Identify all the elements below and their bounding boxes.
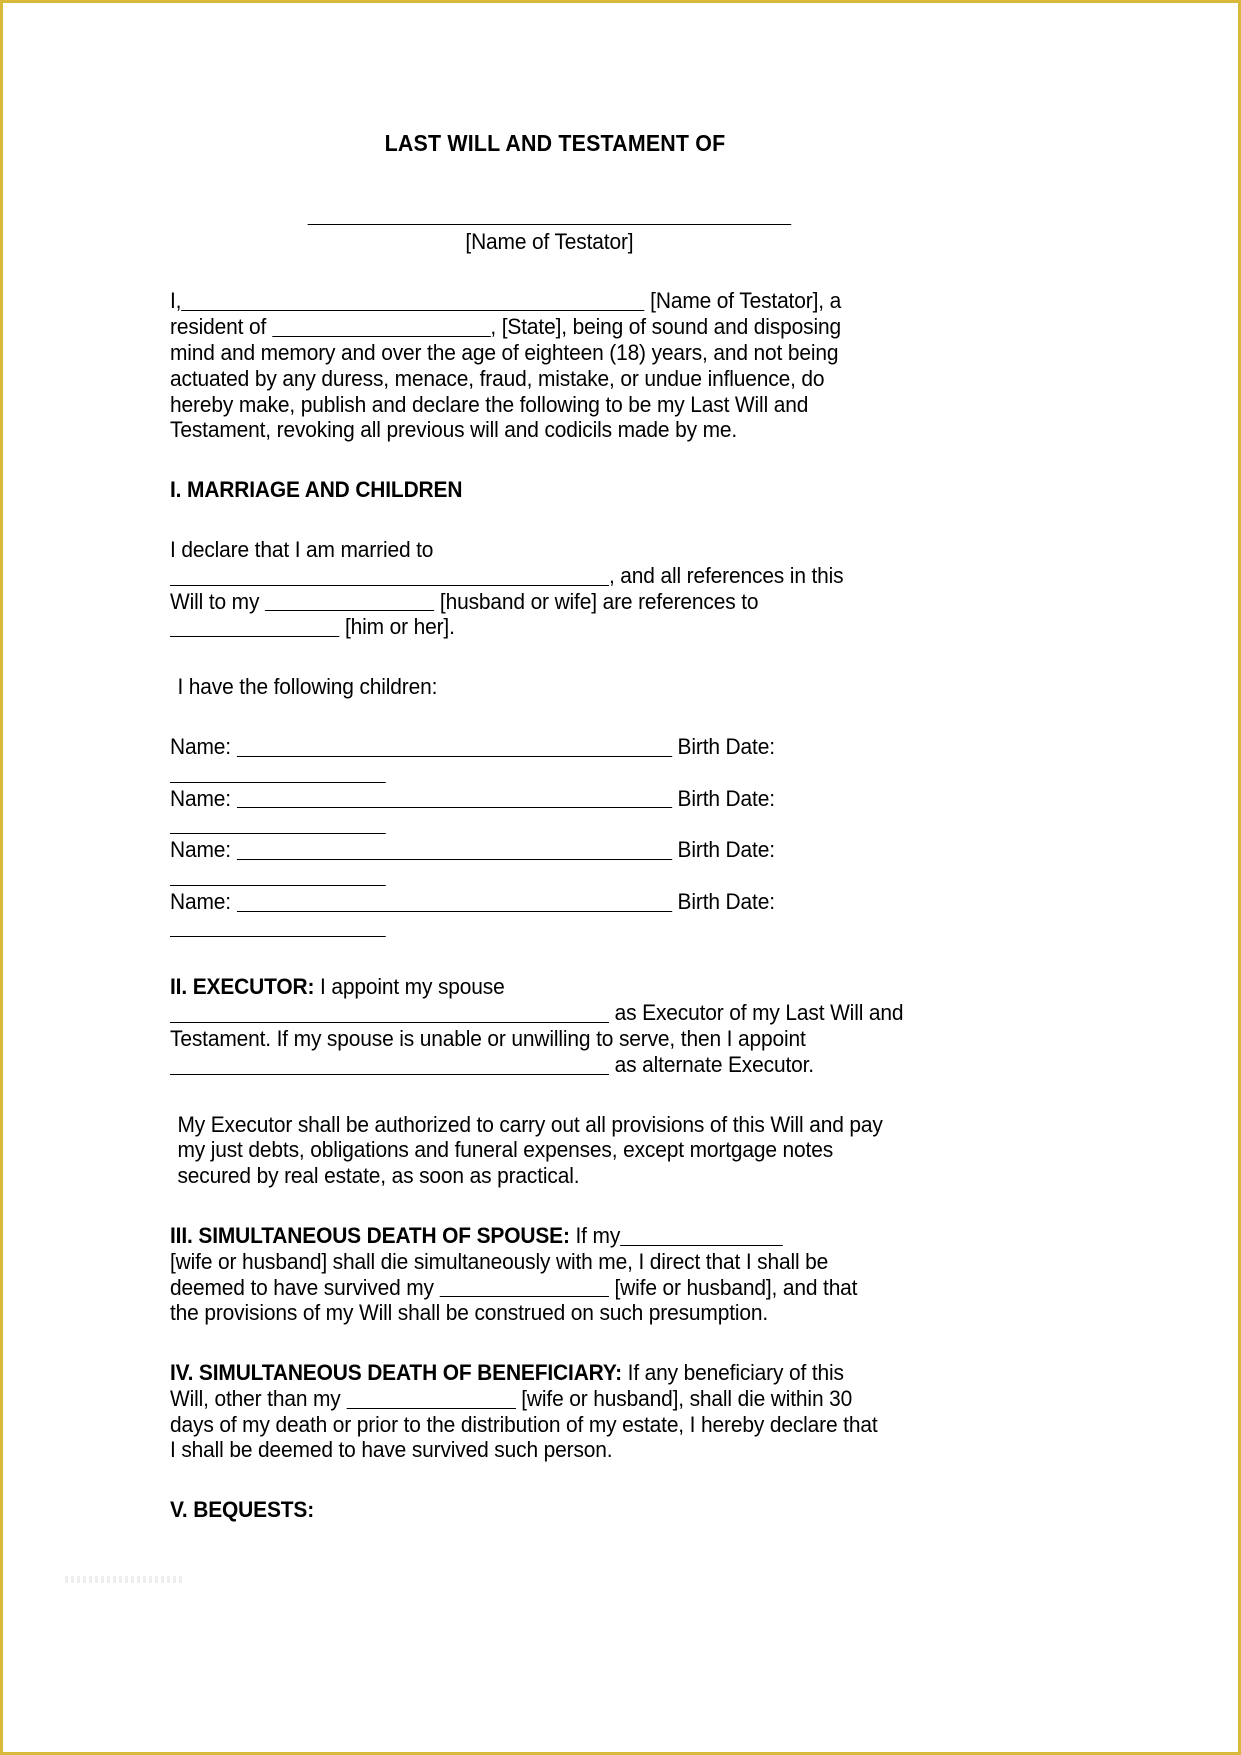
child-name-blank[interactable] <box>237 859 672 860</box>
executor-powers-line1: My Executor shall be authorized to carry out all provisions of this Will and pay <box>177 1111 883 1137</box>
child-name-label: Name: <box>170 837 231 863</box>
spacer <box>170 1463 923 1497</box>
executor-line2-suffix: as Executor of my Last Will and <box>614 1000 904 1026</box>
section-heading-bequests: V. BEQUESTS <box>170 1497 308 1523</box>
spacer <box>170 1078 923 1112</box>
executor-line3: Testament. If my spouse is unable or unwilling to serve, then I appoint <box>170 1025 806 1051</box>
spacer <box>170 1189 923 1223</box>
testator-name-blank[interactable] <box>308 224 792 225</box>
spouse-death-relation-blank[interactable] <box>620 1245 783 1246</box>
child-birth-label: Birth Date: <box>677 837 775 863</box>
beneficiary-death-line3: days of my death or prior to the distribution of my estate, I hereby declare that <box>170 1411 878 1437</box>
spacer <box>170 157 923 199</box>
executor-name-blank[interactable] <box>170 1022 609 1023</box>
executor-heading-separator: : <box>307 974 315 1000</box>
preamble-line2-suffix: , [State], being of sound and disposing <box>490 314 841 340</box>
executor-powers-line2: my just debts, obligations and funeral expenses, except mortgage notes <box>177 1137 834 1163</box>
section-heading-simultaneous-death-spouse: III. SIMULTANEOUS DEATH OF SPOUSE <box>170 1222 563 1248</box>
preamble-line3: mind and memory and over the age of eighteen (18) years, and not being <box>170 339 839 365</box>
child-birth-label: Birth Date: <box>677 733 775 759</box>
beneficiary-death-line2-prefix: Will, other than my <box>170 1385 341 1411</box>
executor-intro: I appoint my spouse <box>319 974 505 1000</box>
child-row <box>170 734 923 786</box>
child-row <box>170 786 923 838</box>
him-or-her-blank[interactable] <box>170 636 339 637</box>
section-heading-simultaneous-death-beneficiary: IV. SIMULTANEOUS DEATH OF BENEFICIARY <box>170 1360 616 1386</box>
spouse-death-line3-prefix: deemed to have survived my <box>170 1274 434 1300</box>
spouse-death-survived-blank[interactable] <box>440 1296 609 1297</box>
spouse-death-intro: If my <box>575 1222 621 1248</box>
spacer <box>170 1326 923 1360</box>
section-simultaneous-death-beneficiary <box>170 1360 923 1463</box>
child-name-blank[interactable] <box>237 807 672 808</box>
testator-name-caption: [Name of Testator] <box>465 228 634 254</box>
residence-blank[interactable] <box>272 336 491 337</box>
child-name-blank[interactable] <box>237 911 672 912</box>
marriage-declare-line: I declare that I am married to <box>170 536 434 562</box>
preamble-line5: hereby make, publish and declare the following to be my Last Will and <box>170 391 809 417</box>
marriage-declaration <box>170 537 923 640</box>
child-birth-label: Birth Date: <box>677 888 775 914</box>
executor-powers-paragraph <box>170 1112 923 1189</box>
child-row <box>170 889 923 941</box>
spacer <box>170 503 923 537</box>
spacer <box>170 443 923 477</box>
section-simultaneous-death-spouse <box>170 1223 923 1326</box>
child-birth-label: Birth Date: <box>677 785 775 811</box>
bequests-heading-separator: : <box>307 1497 315 1523</box>
executor-line4-suffix: as alternate Executor. <box>614 1051 814 1077</box>
spouse-death-line3-suffix: [wife or husband], and that <box>614 1274 858 1300</box>
spouse-death-line4: the provisions of my Will shall be construed on such presumption. <box>170 1300 769 1326</box>
section-heading-executor: II. EXECUTOR <box>170 974 308 1000</box>
beneficiary-death-line2-suffix: [wife or husband], shall die within 30 <box>521 1385 853 1411</box>
child-birth-blank[interactable] <box>170 885 386 886</box>
child-birth-blank[interactable] <box>170 936 386 937</box>
preamble-line1-prefix: I, <box>170 288 182 314</box>
spouse-death-heading-separator: : <box>562 1222 570 1248</box>
marriage-husband-or-wife-label: [husband or wife] are references to <box>439 588 759 614</box>
spouse-name-blank[interactable] <box>170 585 609 586</box>
beneficiary-relation-blank[interactable] <box>346 1408 515 1409</box>
child-name-label: Name: <box>170 733 231 759</box>
marriage-him-or-her-label: [him or her]. <box>344 614 455 640</box>
section-bequests <box>170 1497 923 1523</box>
child-row <box>170 837 923 889</box>
child-name-label: Name: <box>170 888 231 914</box>
preamble-paragraph <box>170 288 923 443</box>
page-title: LAST WILL AND TESTAMENT OF <box>384 130 726 156</box>
child-name-blank[interactable] <box>237 756 672 757</box>
child-birth-blank[interactable] <box>170 833 386 834</box>
preamble-line1-suffix: [Name of Testator], a <box>650 288 842 314</box>
children-intro: I have the following children: <box>177 674 438 700</box>
scan-artifact <box>65 1576 185 1583</box>
spacer <box>170 254 923 288</box>
beneficiary-death-intro: If any beneficiary of this <box>627 1360 844 1386</box>
spacer <box>170 640 923 674</box>
husband-or-wife-blank[interactable] <box>265 610 434 611</box>
section-heading-marriage: I. MARRIAGE AND CHILDREN <box>170 477 463 503</box>
spacer <box>170 940 923 974</box>
preamble-line6: Testament, revoking all previous will and codicils made by me. <box>170 417 738 443</box>
document-page <box>25 21 1222 1740</box>
beneficiary-death-heading-separator: : <box>615 1360 622 1386</box>
document-body <box>170 131 923 1523</box>
testator-name-blank-row <box>170 199 923 225</box>
child-birth-blank[interactable] <box>170 782 386 783</box>
beneficiary-death-line4: I shall be deemed to have survived such person. <box>170 1437 613 1463</box>
marriage-references-suffix: , and all references in this <box>608 562 844 588</box>
alternate-executor-blank[interactable] <box>170 1074 609 1075</box>
preamble-line4: actuated by any duress, menace, fraud, mistake, or undue influence, do <box>170 365 825 391</box>
spacer <box>170 700 923 734</box>
preamble-line2-prefix: resident of <box>170 314 267 340</box>
child-name-label: Name: <box>170 785 231 811</box>
testator-name-inline-blank[interactable] <box>181 310 644 311</box>
marriage-will-to-my-prefix: Will to my <box>170 588 260 614</box>
section-executor <box>170 974 923 1077</box>
spouse-death-line2: [wife or husband] shall die simultaneously with me, I direct that I shall be <box>170 1248 829 1274</box>
executor-powers-line3: secured by real estate, as soon as practical. <box>177 1163 580 1189</box>
